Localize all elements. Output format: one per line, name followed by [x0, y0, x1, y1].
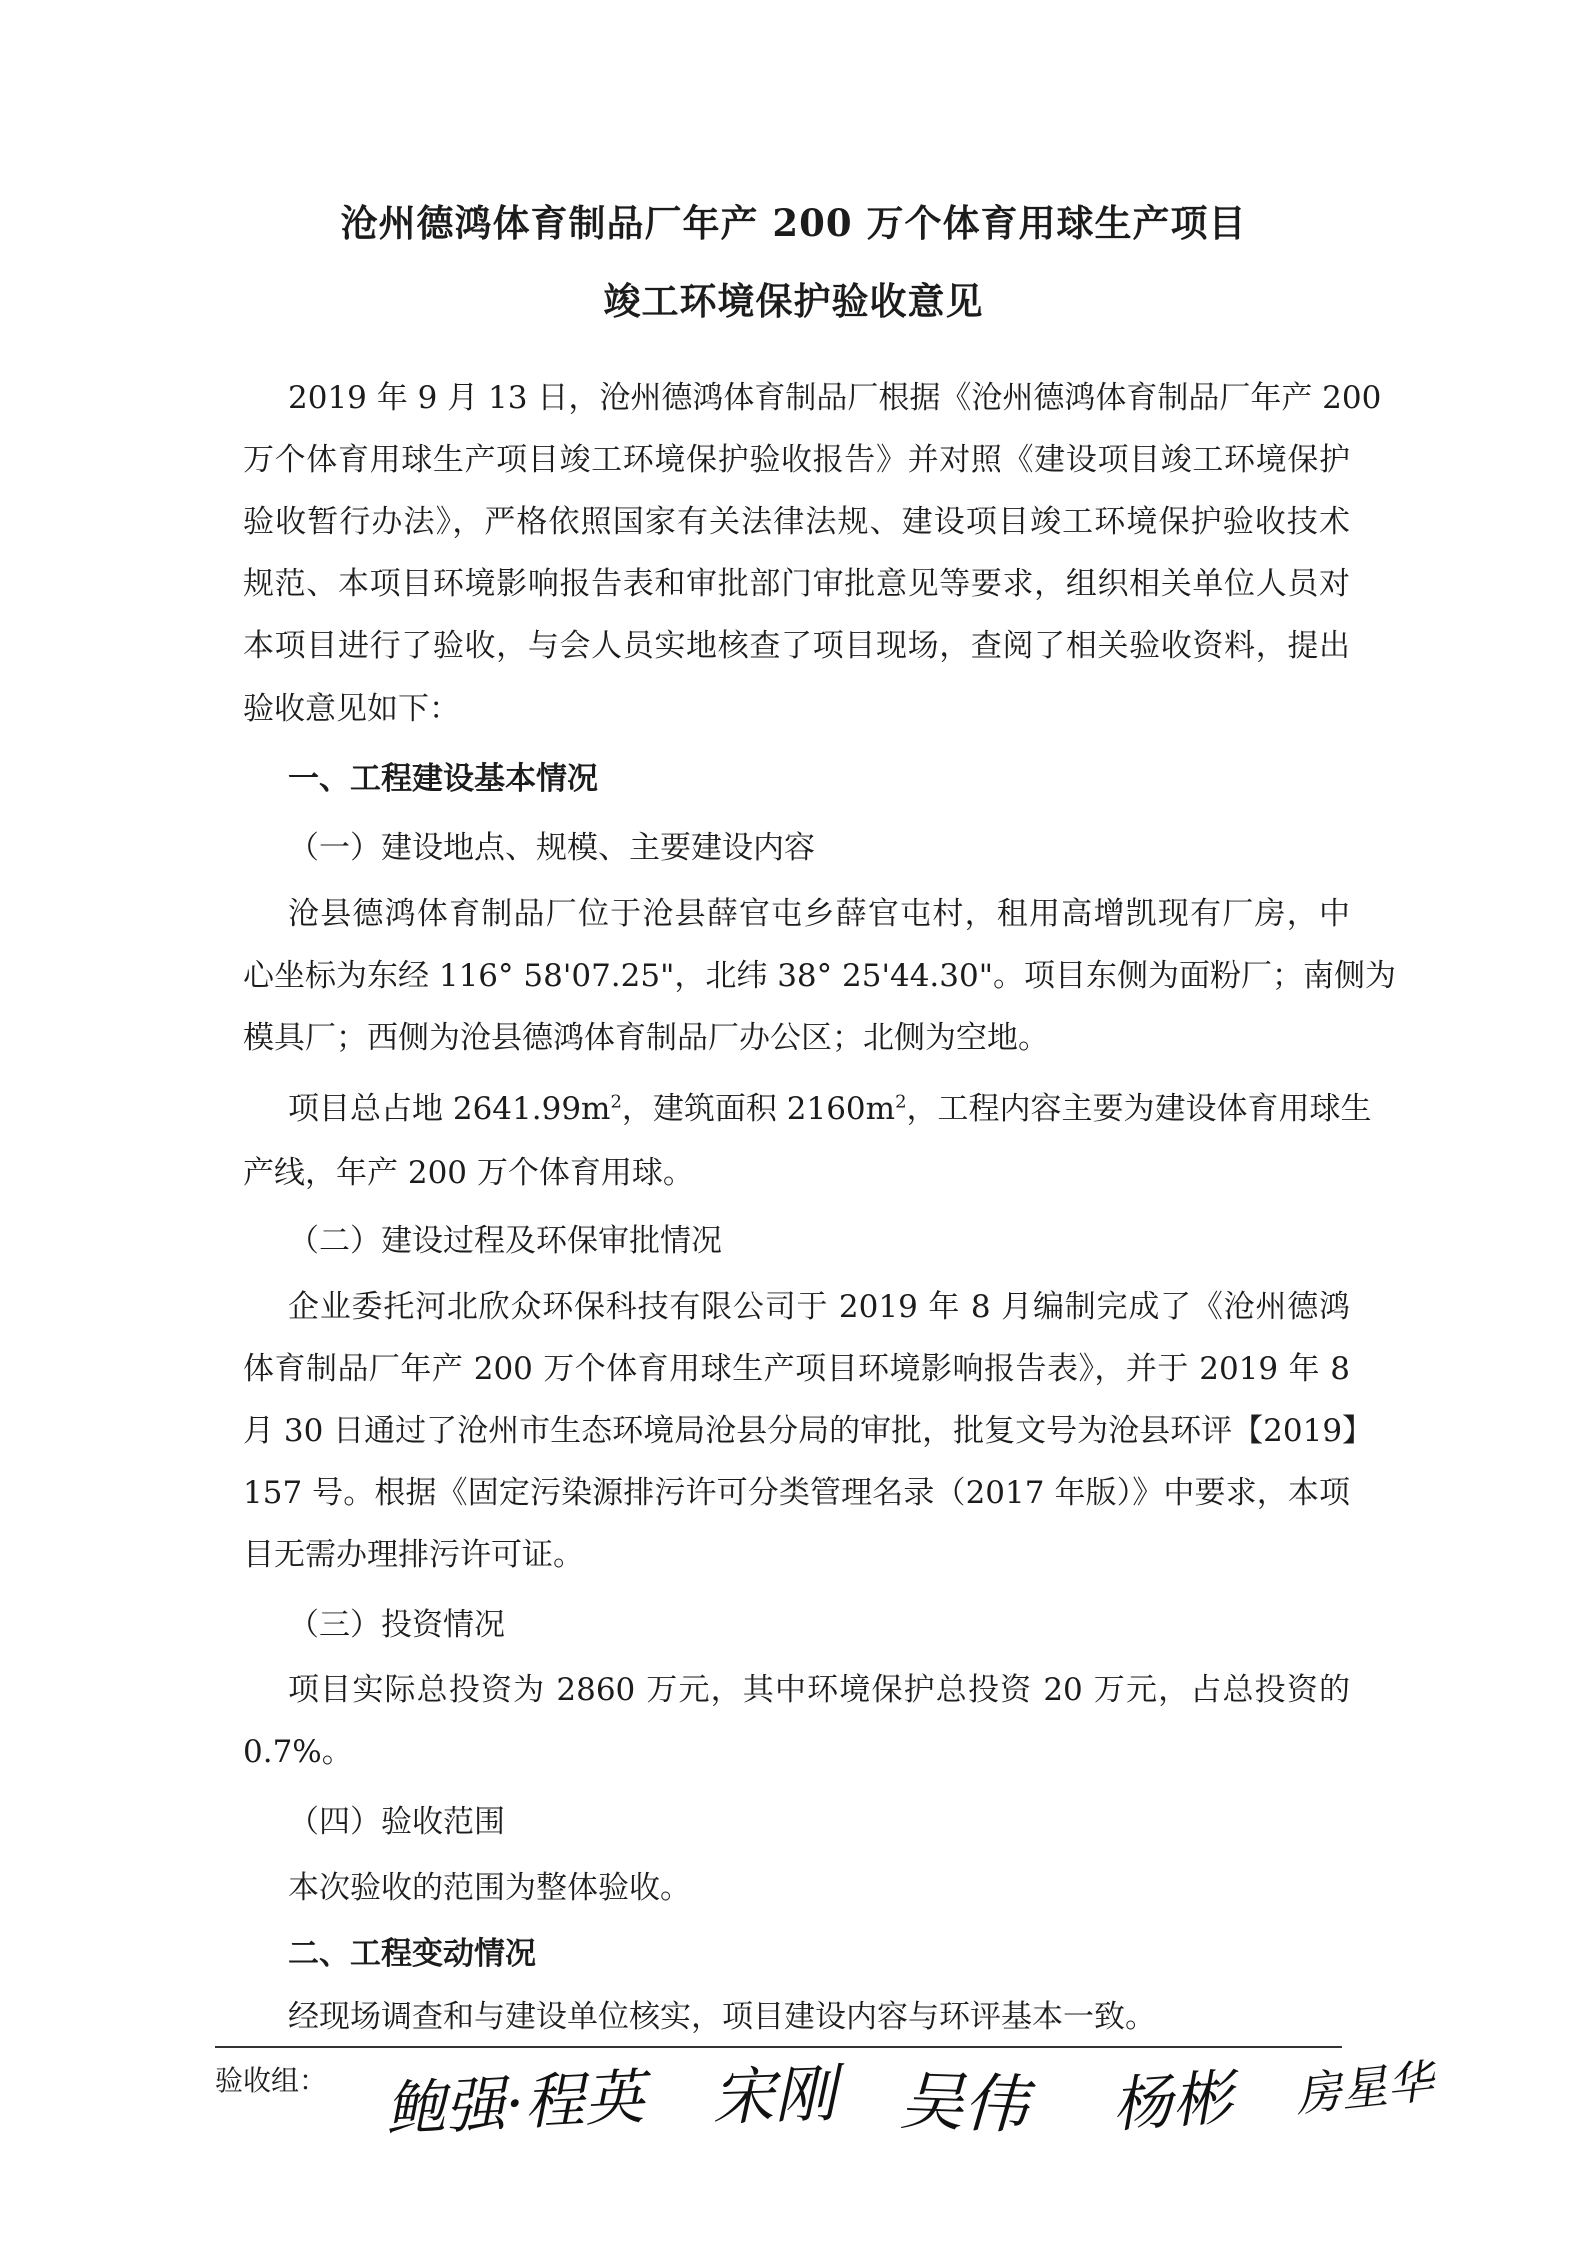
signature-4: 杨彬: [1110, 2062, 1235, 2142]
subsection3-heading: （三）投资情况: [288, 1607, 505, 1643]
subsection1-heading: （一）建设地点、规模、主要建设内容: [288, 830, 815, 866]
section1-heading: 一、工程建设基本情况: [288, 761, 598, 797]
approval-line: 企业委托河北欣众环保科技有限公司于 2019 年 8 月编制完成了《沧州德鸿: [288, 1289, 1350, 1325]
intro-line: 万个体育用球生产项目竣工环境保护验收报告》并对照《建设项目竣工环境保护: [243, 442, 1350, 478]
change-text: 经现场调查和与建设单位核实，项目建设内容与环评基本一致。: [288, 1999, 1156, 2035]
signature-3: 吴伟: [898, 2064, 1030, 2144]
investment-line: 项目实际总投资为 2860 万元，其中环境保护总投资 20 万元，占总投资的: [288, 1672, 1350, 1708]
intro-line: 本项目进行了验收，与会人员实地核查了项目现场，查阅了相关验收资料，提出: [243, 628, 1350, 664]
area-text-b: ，建筑面积 2160m: [621, 1091, 896, 1127]
sup-2: 2: [895, 1091, 907, 1113]
signature-2: 宋刚: [710, 2056, 838, 2135]
sup-2: 2: [610, 1091, 622, 1113]
approval-line: 体育制品厂年产 200 万个体育用球生产项目环境影响报告表》，并于 2019 年 8: [243, 1351, 1350, 1387]
intro-line: 验收意见如下：: [243, 691, 460, 727]
section2-heading: 二、工程变动情况: [288, 1936, 536, 1972]
investment-line: 0.7%。: [243, 1734, 353, 1770]
area-line: [288, 1083, 1372, 1128]
location-line: 心坐标为东经 116° 58'07.25"，北纬 38° 25'44.30"。项目东侧为面粉厂；南侧为: [243, 958, 1396, 994]
area-text-c: ，工程内容主要为建设体育用球生: [906, 1091, 1372, 1127]
scope-text: 本次验收的范围为整体验收。: [288, 1870, 691, 1906]
approval-line: 157 号。根据《固定污染源排污许可分类管理名录（2017 年版）》中要求，本项: [243, 1475, 1350, 1511]
document-title-line2: 竣工环境保护验收意见: [603, 279, 984, 323]
intro-line: 验收暂行办法》，严格依照国家有关法律法规、建设项目竣工环境保护验收技术: [243, 504, 1350, 540]
area-line: 产线，年产 200 万个体育用球。: [243, 1155, 694, 1191]
area-text-a: 项目总占地 2641.99m: [288, 1091, 611, 1127]
intro-line: 2019 年 9 月 13 日，沧州德鸿体育制品厂根据《沧州德鸿体育制品厂年产 200: [288, 380, 1382, 416]
subsection4-heading: （四）验收范围: [288, 1804, 505, 1840]
location-line: 沧县德鸿体育制品厂位于沧县薛官屯乡薛官屯村，租用高增凯现有厂房，中: [288, 896, 1350, 932]
location-line: 模具厂；西侧为沧县德鸿体育制品厂办公区；北侧为空地。: [243, 1020, 1049, 1056]
subsection2-heading: （二）建设过程及环保审批情况: [288, 1223, 722, 1259]
signature-1: 鲍强·程英: [383, 2062, 646, 2146]
document-title-line1: 沧州德鸿体育制品厂年产 200 万个体育用球生产项目: [340, 201, 1247, 245]
signature-label: 验收组：: [215, 2064, 328, 2097]
intro-line: 规范、本项目环境影响报告表和审批部门审批意见等要求，组织相关单位人员对: [243, 566, 1350, 602]
approval-line: 月 30 日通过了沧州市生态环境局沧县分局的审批，批复文号为沧县环评【2019】: [243, 1413, 1374, 1449]
signature-5: 房星华: [1292, 2053, 1436, 2123]
approval-line: 目无需办理排污许可证。: [243, 1537, 584, 1573]
